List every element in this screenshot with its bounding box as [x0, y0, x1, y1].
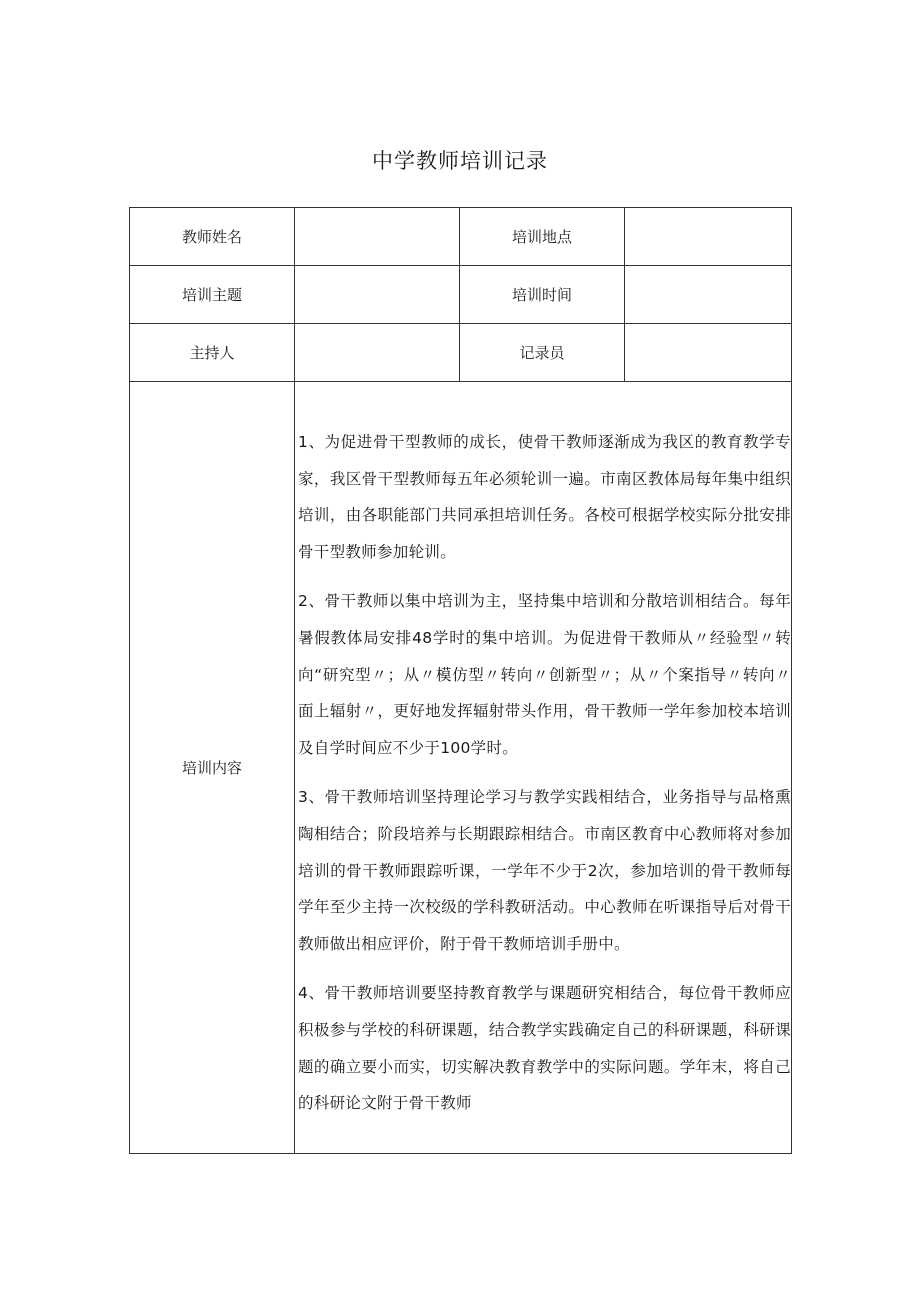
host-label: 主持人 [130, 324, 295, 382]
table-row [130, 324, 792, 382]
content-paragraph-4: 4、骨干教师培训要坚持教育教学与课题研究相结合，每位骨干教师应积极参与学校的科研课题，结合教学实践确定自己的科研课题，科研课题的确立要小而实，切实解决教育教学中的实际问题。学年末，将自己的科研论文附于骨干教师 [298, 984, 791, 1113]
training-time-label: 培训时间 [460, 266, 625, 324]
content-paragraph-1: 1、为促进骨干型教师的成长，使骨干教师逐渐成为我区的教育教学专家，我区骨干型教师每五年必须轮训一遍。市南区教体局每年集中组织培训，由各职能部门共同承担培训任务。各校可根据学校实际分批安排骨干型教师参加轮训。 [298, 433, 791, 561]
table-row [130, 266, 792, 324]
host-field[interactable] [295, 324, 460, 382]
teacher-name-field[interactable] [295, 208, 460, 266]
training-record-table [129, 207, 792, 1154]
recorder-label: 记录员 [460, 324, 625, 382]
training-theme-field[interactable] [295, 266, 460, 324]
training-location-label: 培训地点 [460, 208, 625, 266]
training-content-body [295, 382, 791, 1122]
training-time-field[interactable] [625, 266, 792, 324]
training-theme-label: 培训主题 [130, 266, 295, 324]
table-row [130, 208, 792, 266]
content-paragraph-2: 2、骨干教师以集中培训为主，坚持集中培训和分散培训相结合。每年暑假教体局安排48学时的集中培训。为促进骨干教师从〃经验型〃转向“研究型〃；从〃模仿型〃转向〃创新型〃；从〃个案指导〃转向〃面上辐射〃，更好地发挥辐射带头作用，骨干教师一学年参加校本培训及自学时间应不少于100学时。 [298, 592, 791, 757]
training-location-field[interactable] [625, 208, 792, 266]
training-content-cell [295, 382, 792, 1154]
content-paragraph-3: 3、骨干教师培训坚持理论学习与教学实践相结合，业务指导与品格熏陶相结合；阶段培养与长期跟踪相结合。市南区教育中心教师将对参加培训的骨干教师跟踪听课，一学年不少于2次，参加培训的骨干教师每学年至少主持一次校级的学科教研活动。中心教师在听课指导后对骨干教师做出相应评价，附于骨干教师培训手册中。 [298, 788, 791, 953]
teacher-name-label: 教师姓名 [130, 208, 295, 266]
recorder-field[interactable] [625, 324, 792, 382]
page-title: 中学教师培训记录 [372, 149, 548, 173]
training-content-label: 培训内容 [130, 382, 295, 1154]
table-row [130, 382, 792, 1154]
